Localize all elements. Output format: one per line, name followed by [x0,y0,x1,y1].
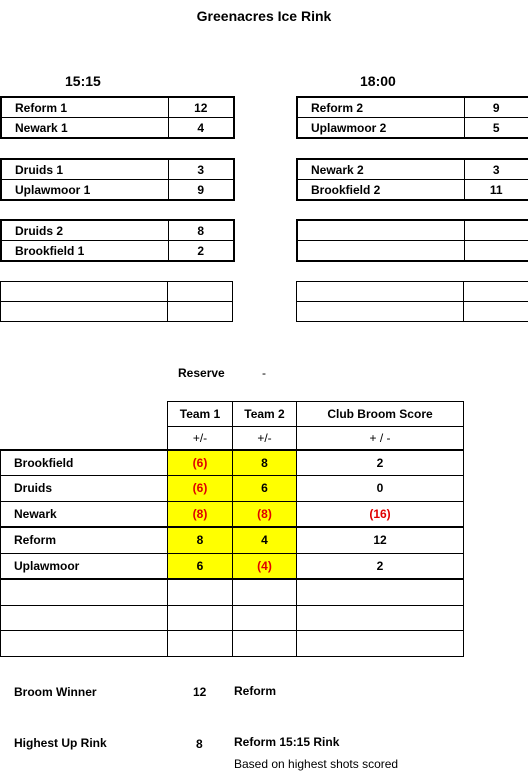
team-score: 5 [492,120,500,135]
team-name: Newark 1 [1,118,168,139]
empty-cell [297,605,464,631]
reserve-value: - [262,366,266,380]
team-score: 11 [489,182,503,197]
team1-diff: (6) [168,450,233,476]
broom-winner-value: 12 [193,685,207,699]
empty-cell [1,605,168,631]
empty-cell [464,241,528,262]
empty-cell [1,631,168,657]
team-name: Druids 1 [1,159,168,180]
club-score: 0 [297,476,464,502]
empty-cell [168,282,233,302]
empty-cell [464,302,528,322]
team1-diff: (6) [168,476,233,502]
club-score-header: Club Broom Score [297,402,464,427]
team1-header: Team 1 [168,402,233,427]
empty-cell [1,302,168,322]
team2-diff: (8) [233,501,297,527]
empty-cell [233,579,297,605]
team2-diff: 4 [233,527,297,553]
team-score: 4 [197,120,205,135]
empty-cell [168,631,233,657]
team-score: 9 [197,182,205,197]
empty-cell [297,241,464,262]
highest-up-note: Based on highest shots scored [234,757,399,771]
empty-cell [297,282,464,302]
club-broom-score-table [0,401,464,657]
empty-cell [233,605,297,631]
team-score: 12 [194,100,208,115]
empty-cell [168,605,233,631]
club-name: Reform [1,527,168,553]
club-score: 12 [297,527,464,553]
team-score: 3 [492,162,500,177]
team-name: Brookfield 2 [297,180,464,201]
empty-game-card [296,219,528,262]
empty-game-card [296,281,528,322]
game-card [0,219,235,262]
club-name: Uplawmoor [1,553,168,579]
club-name: Brookfield [1,450,168,476]
team-score: 9 [492,100,500,115]
empty-cell [1,282,168,302]
highest-up-rink: Reform 15:15 Rink [234,735,340,749]
team2-header: Team 2 [233,402,297,427]
empty-cell [297,220,464,241]
team-name: Druids 2 [1,220,168,241]
empty-cell [297,579,464,605]
team2-diff: (4) [233,553,297,579]
broom-winner-label: Broom Winner [14,685,97,699]
page-title: Greenacres Ice Rink [196,8,332,24]
empty-cell [168,579,233,605]
club-name: Newark [1,501,168,527]
team-name: Newark 2 [297,159,464,180]
session2-time: 18:00 [360,73,396,89]
game-card [0,96,235,139]
team-score: 8 [197,223,205,238]
empty-cell [464,282,528,302]
team-name: Uplawmoor 2 [297,118,464,139]
empty-cell [297,302,464,322]
session1-time: 15:15 [65,73,101,89]
team2-diff: 8 [233,450,297,476]
team-score: 2 [197,243,205,258]
team-name: Reform 1 [1,97,168,118]
team-score: 3 [197,162,205,177]
team1-diff: 6 [168,553,233,579]
team1-diff: 8 [168,527,233,553]
reserve-label: Reserve [178,366,225,380]
game-card [0,158,235,201]
team-name: Uplawmoor 1 [1,180,168,201]
team2-diff: 6 [233,476,297,502]
team1-diff: (8) [168,501,233,527]
highest-up-label: Highest Up Rink [14,736,107,750]
club-name: Druids [1,476,168,502]
club-score-subheader: + / - [297,426,464,450]
empty-cell [464,220,528,241]
empty-cell [1,579,168,605]
empty-cell [233,631,297,657]
game-card [296,96,528,139]
team1-subheader: +/- [168,426,233,450]
empty-cell [297,631,464,657]
team2-subheader: +/- [233,426,297,450]
empty-game-card [0,281,233,322]
club-score: 2 [297,553,464,579]
club-score: 2 [297,450,464,476]
game-card [296,158,528,201]
highest-up-value: 8 [196,737,203,751]
broom-winner-club: Reform [234,684,277,698]
empty-cell [168,302,233,322]
team-name: Reform 2 [297,97,464,118]
club-score: (16) [297,501,464,527]
team-name: Brookfield 1 [1,241,168,262]
